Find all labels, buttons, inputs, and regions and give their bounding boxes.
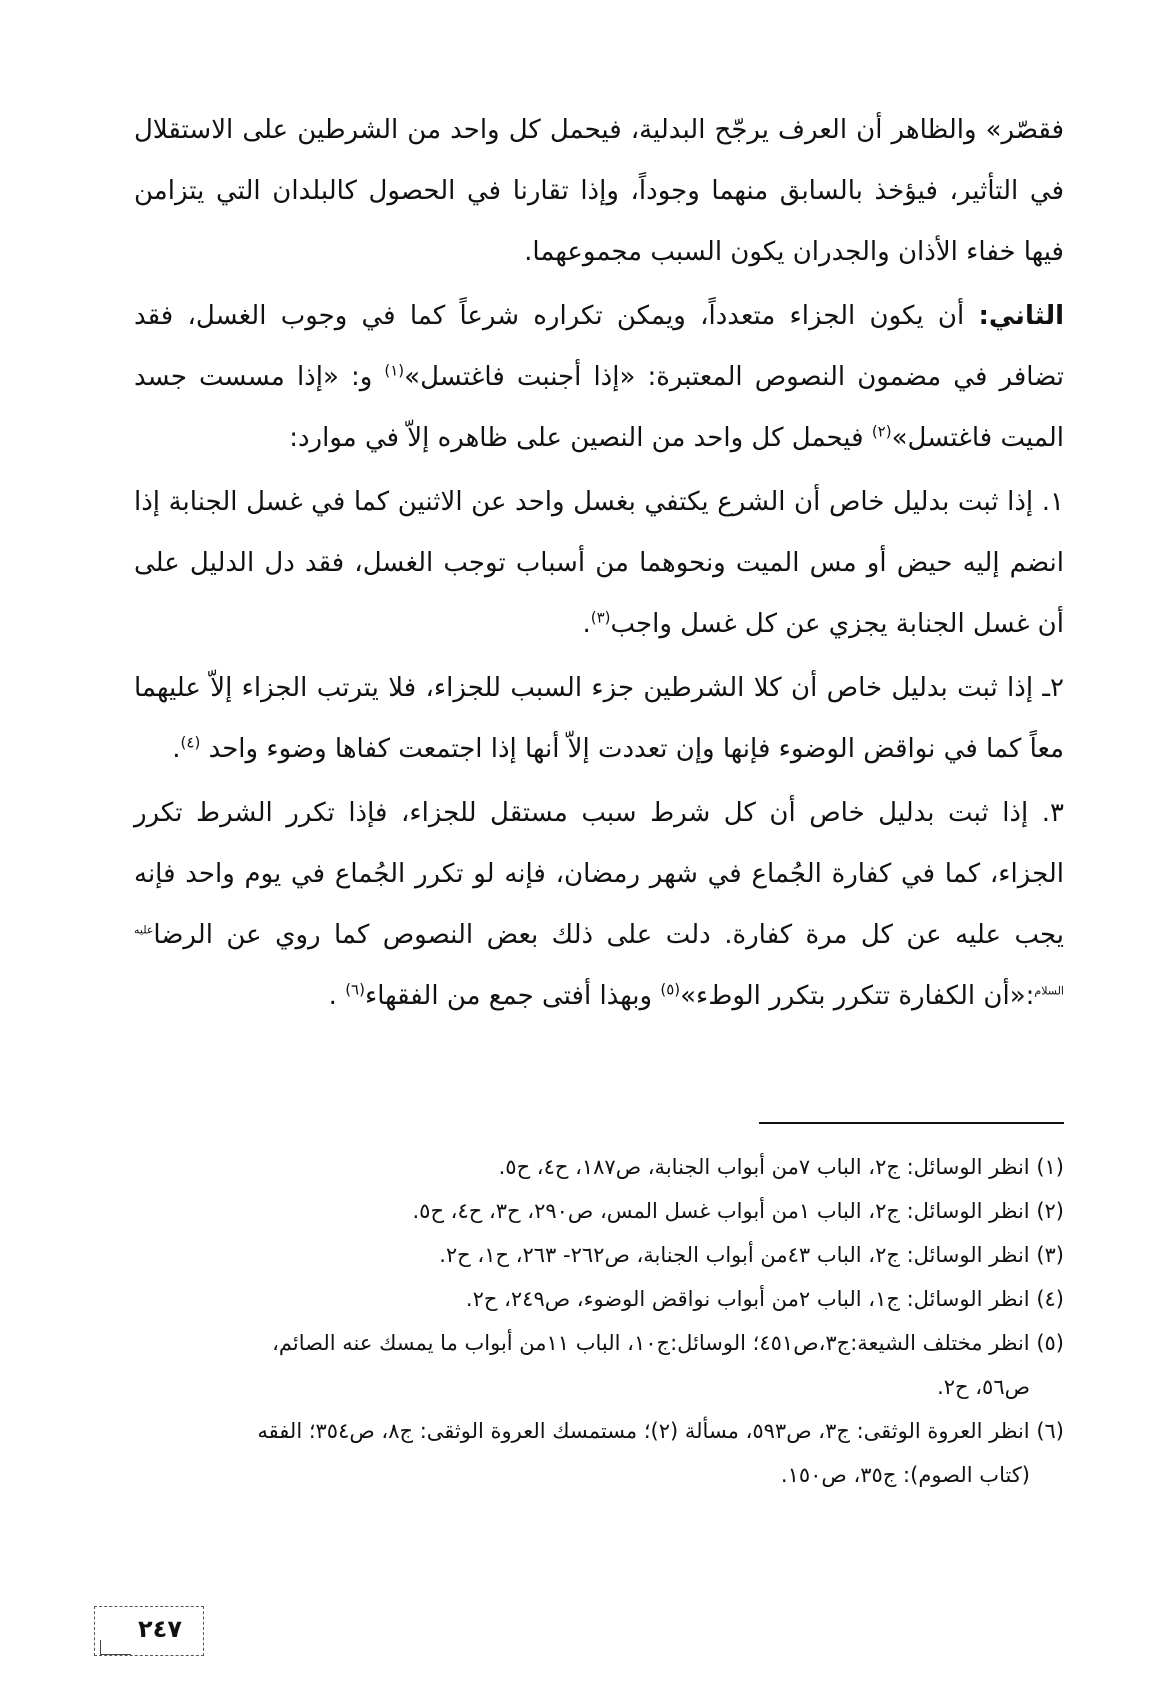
footnote-5-line-1: (٥) انظر مختلف الشيعة:ج٣،ص٤٥١؛ الوسائل:ج١٠، الباب ١١من أبواب ما يمسك عنه الصائم، <box>272 1331 1064 1355</box>
paragraph-2 <box>134 286 1064 469</box>
footnotes <box>134 1145 1064 1497</box>
paragraph-5-end: . <box>328 981 346 1011</box>
paragraph-1 <box>134 100 1064 283</box>
honorific-mark: عليه السلام <box>134 923 1064 998</box>
paragraph-2-text-b: و: «إذا مسست جسد الميت فاغتسل» <box>134 362 1064 453</box>
footnote-4: (٤) انظر الوسائل: ج١، الباب ٢من أبواب نواقض الوضوء، ص٢٤٩، ح٢. <box>465 1287 1064 1311</box>
footnote-2: (٢) انظر الوسائل: ج٢، الباب ١من أبواب غسل المس، ص٢٩٠، ح٣، ح٤، ح٥. <box>412 1199 1064 1223</box>
footnote-ref-4[interactable]: (٤) <box>180 733 201 752</box>
footnote-ref-2[interactable]: (٢) <box>871 422 892 441</box>
footnote-ref-6[interactable]: (٦) <box>345 980 365 999</box>
paragraph-5-text-c: وبهذا أفتى جمع من الفقهاء <box>364 981 661 1011</box>
footnote-3: (٣) انظر الوسائل: ج٢، الباب ٤٣من أبواب الجنابة، ص٢٦٢- ٢٦٣، ح١، ح٢. <box>439 1243 1064 1267</box>
paragraph-4-text: ٢ـ إذا ثبت بدليل خاص أن كلا الشرطين جزء السبب للجزاء، فلا يترتب الجزاء إلاّ عليهما معاً كما في نواقض الوضوء فإنها وإن تعددت إلاّ أنها إذا اجتمعت كفاها وضوء واحد <box>134 673 1064 764</box>
paragraph-3-end: . <box>582 609 591 639</box>
paragraph-4-end: . <box>172 734 181 764</box>
paragraph-5 <box>134 783 1064 1027</box>
paragraph-1-text: فقصّر» والظاهر أن العرف يرجّح البدلية، فيحمل كل واحد من الشرطين على الاستقلال في التأثير، فيؤخذ بالسابق منهما وجوداً، وإذا تقارنا في الحصول كالبلدان التي يتزامن فيها خفاء الأذان والجدران يكون السبب مجموعهما. <box>134 115 1064 267</box>
footnote-ref-1[interactable]: (١) <box>384 361 405 380</box>
footnote-5 <box>134 1321 1064 1409</box>
footnote-6 <box>134 1409 1064 1497</box>
footnote-ref-3[interactable]: (٣) <box>590 608 611 627</box>
paragraph-5-text-b: :«أن الكفارة تتكرر بتكرر الوطء» <box>680 981 1035 1011</box>
paragraph-2-text-a: أن يكون الجزاء متعدداً، ويمكن تكراره شرعاً كما في وجوب الغسل، فقد تضافر في مضمون النصوص المعتبرة: «إذا أجنبت فاغتسل» <box>134 301 1064 392</box>
paragraph-3 <box>134 472 1064 655</box>
footnote-ref-5[interactable]: (٥) <box>660 980 681 999</box>
paragraph-5-text-a: ٣. إذا ثبت بدليل خاص أن كل شرط سبب مستقل للجزاء، فإذا تكرر الشرط تكرر الجزاء، كما في كفارة الجُماع في شهر رمضان، فإنه لو تكرر الجُماع في يوم واحد فإنه يجب عليه عن كل مرة كفارة. دلت على ذلك بعض النصوص كما روي عن الرضا <box>134 798 1064 950</box>
page-number: ٢٤٧ <box>138 1615 182 1643</box>
main-text <box>134 100 1064 1027</box>
footnote-5-line-2: ص٥٦، ح٢. <box>937 1375 1030 1399</box>
footnote-divider <box>759 1122 1064 1124</box>
paragraph-2-lead: الثاني: <box>978 301 1064 331</box>
footnote-6-line-2: (كتاب الصوم): ج٣٥، ص١٥٠. <box>780 1463 1030 1487</box>
footnote-6-line-1: (٦) انظر العروة الوثقى: ج٣، ص٥٩٣، مسألة (٢)؛ مستمسك العروة الوثقى: ج٨، ص٣٥٤؛ الفقه <box>257 1419 1064 1443</box>
footnote-1: (١) انظر الوسائل: ج٢، الباب ٧من أبواب الجنابة، ص١٨٧، ح٤، ح٥. <box>498 1155 1064 1179</box>
paragraph-2-text-c: فيحمل كل واحد من النصين على ظاهره إلاّ في موارد: <box>289 423 872 453</box>
paragraph-3-text: ١. إذا ثبت بدليل خاص أن الشرع يكتفي بغسل واحد عن الاثنين كما في غسل الجنابة إذا انضم إليه حيض أو مس الميت ونحوهما من أسباب توجب الغسل، فقد دل الدليل على أن غسل الجنابة يجزي عن كل غسل واجب <box>134 487 1064 639</box>
paragraph-4 <box>134 658 1064 780</box>
